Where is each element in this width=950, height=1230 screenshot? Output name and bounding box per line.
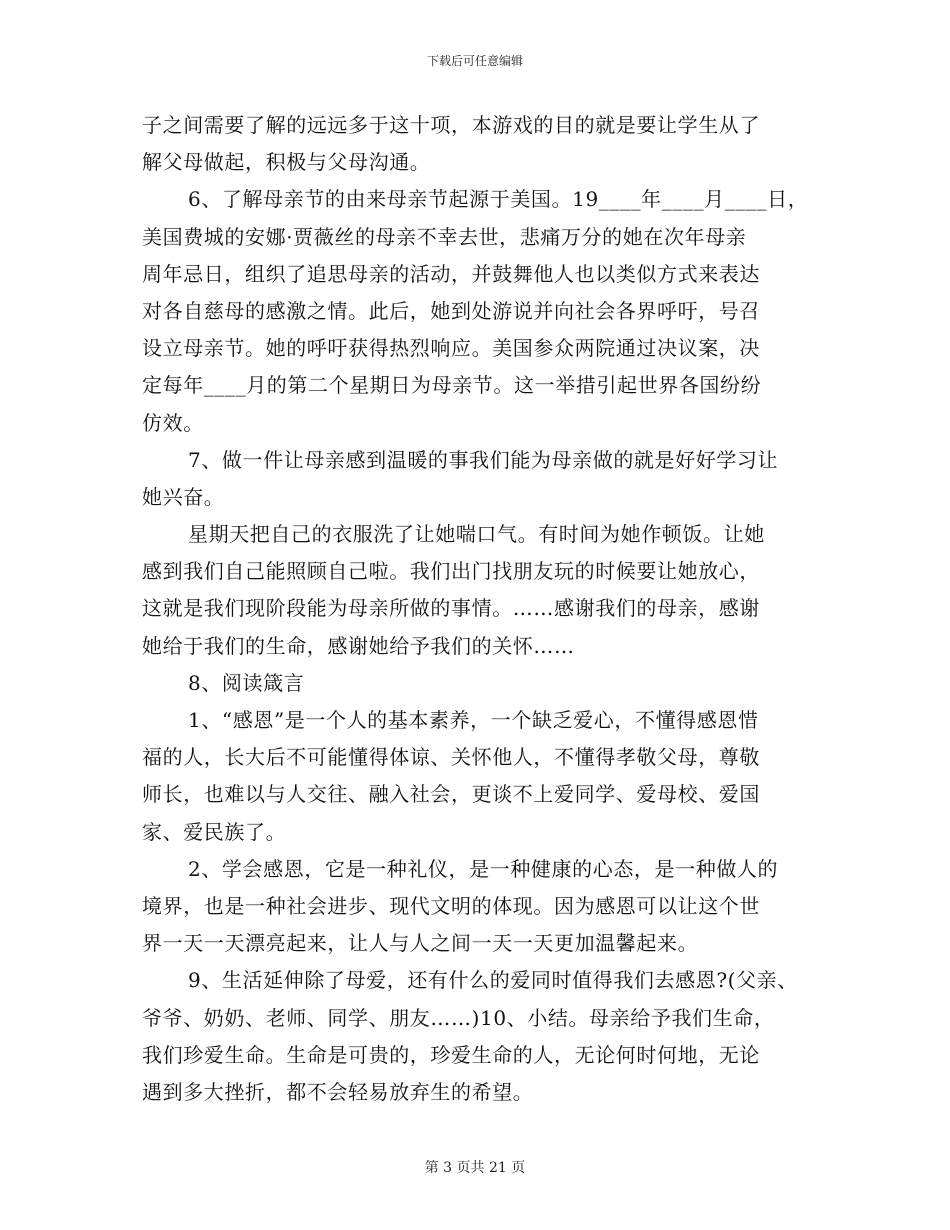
- text-line: 星期天把自己的衣服洗了让她喘口气。有时间为她作顿饭。让她: [188, 522, 765, 547]
- text-line: 她给于我们的生命，感谢她给予我们的关怀……: [142, 633, 575, 658]
- text-line: 她兴奋。: [142, 484, 225, 509]
- text-line: 8、阅读箴言: [188, 670, 305, 695]
- text-line: 2、学会感恩，它是一种礼仪，是一种健康的心态，是一种做人的: [188, 856, 779, 881]
- text-line: 感到我们自己能照顾自己啦。我们出门找朋友玩的时候要让她放心，: [142, 559, 760, 584]
- page-header: 下载后可任意编辑: [426, 54, 523, 68]
- text-line: 境界，也是一种社会进步、现代文明的体现。因为感恩可以让这个世: [142, 893, 760, 918]
- text-line: 家、爱民族了。: [142, 819, 287, 844]
- text-line: 设立母亲节。她的呼吁获得热烈响应。美国参众两院通过决议案，决: [142, 336, 760, 361]
- text-line: 这就是我们现阶段能为母亲所做的事情。……感谢我们的母亲，感谢: [142, 596, 760, 621]
- text-line: 仿效。: [142, 410, 204, 435]
- text-line: 1、“感恩”是一个人的基本素养，一个缺乏爱心，不懂得感恩惜: [188, 708, 759, 732]
- page-footer: 第 3 页共 21 页: [424, 1160, 526, 1176]
- text-line: 师长，也难以与人交往、融入社会，更谈不上爱同学、爱母校、爱国: [142, 782, 760, 807]
- text-line: 我们珍爱生命。生命是可贵的，珍爱生命的人，无论何时何地，无论: [142, 1042, 760, 1067]
- document-body: [142, 107, 832, 1111]
- text-line: 解父母做起，积极与父母沟通。: [142, 150, 431, 175]
- text-line: 美国费城的安娜·贾薇丝的母亲不幸去世，悲痛万分的她在次年母亲: [142, 224, 747, 249]
- text-line: 7、做一件让母亲感到温暖的事我们能为母亲做的就是好好学习让: [188, 447, 779, 472]
- text-line: 对各自慈母的感激之情。此后，她到处游说并向社会各界呼吁，号召: [142, 298, 760, 323]
- text-line: 定每年____月的第二个星期日为母亲节。这一举措引起世界各国纷纷: [142, 373, 762, 398]
- text-line: 子之间需要了解的远远多于这十项，本游戏的目的就是要让学生从了: [142, 113, 760, 137]
- text-line: 9、生活延伸除了母爱，还有什么的爱同时值得我们去感恩?(父亲、: [188, 968, 798, 993]
- text-line: 周年忌日，组织了追思母亲的活动，并鼓舞他人也以类似方式来表达: [142, 261, 760, 286]
- text-line: 福的人，长大后不可能懂得体谅、关怀他人，不懂得孝敬父母，尊敬: [142, 745, 760, 770]
- text-line: 爷爷、奶奶、老师、同学、朋友……)10、小结。母亲给予我们生命，: [142, 1005, 775, 1030]
- text-line: 6、了解母亲节的由来母亲节起源于美国。19____年____月____日，: [188, 187, 809, 212]
- text-line: 界一天一天漂亮起来，让人与人之间一天一天更加温馨起来。: [142, 931, 699, 956]
- text-line: 遇到多大挫折，都不会轻易放弃生的希望。: [142, 1079, 534, 1104]
